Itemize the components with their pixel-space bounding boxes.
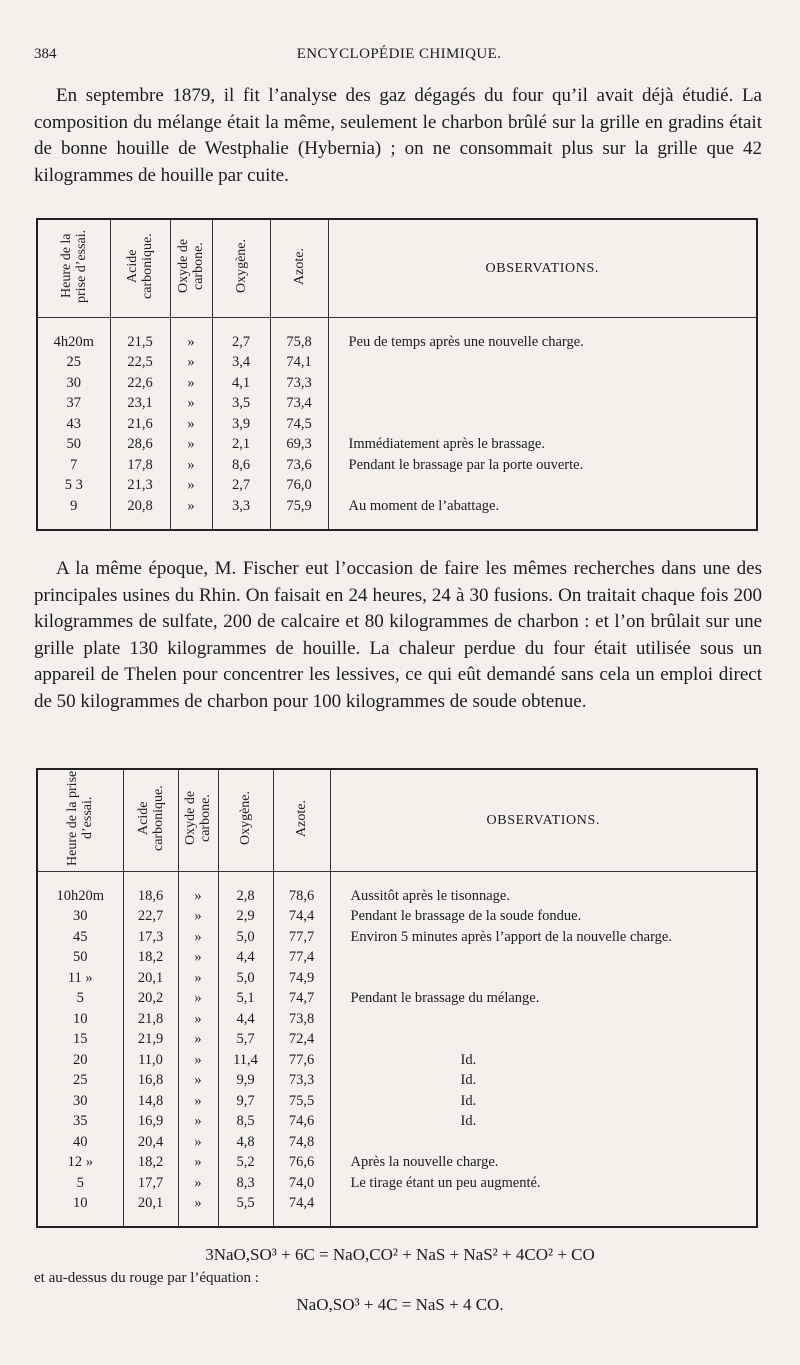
- table-row: [37, 1132, 757, 1153]
- cell-heure: 50: [37, 948, 123, 969]
- cell-oxygene: 3,5: [212, 394, 270, 415]
- cell-azote: 74,4: [273, 1194, 330, 1228]
- cell-oxygene: 4,1: [212, 373, 270, 394]
- cell-heure: 25: [37, 1071, 123, 1092]
- page-header: [34, 46, 764, 68]
- header-acide: Acide carbonique.: [110, 219, 170, 318]
- cell-acide: 11,0: [123, 1050, 178, 1071]
- cell-azote: 74,5: [270, 414, 328, 435]
- cell-oxyde: »: [178, 1153, 218, 1174]
- cell-heure: 40: [37, 1132, 123, 1153]
- table-row: [37, 1009, 757, 1030]
- table-row: [37, 373, 757, 394]
- cell-acide: 20,8: [110, 496, 170, 530]
- table-row: [37, 948, 757, 969]
- cell-heure: 25: [37, 353, 110, 374]
- gas-analysis-table-2: [36, 768, 758, 1228]
- cell-oxygene: 5,1: [218, 989, 273, 1010]
- cell-oxygene: 4,8: [218, 1132, 273, 1153]
- cell-oxyde: »: [178, 1071, 218, 1092]
- table-row: [37, 455, 757, 476]
- cell-azote: 73,3: [273, 1071, 330, 1092]
- cell-oxyde: »: [178, 1194, 218, 1228]
- cell-acide: 20,1: [123, 1194, 178, 1228]
- table-row: [37, 907, 757, 928]
- cell-heure: 50: [37, 435, 110, 456]
- cell-observation: Id.: [460, 1051, 477, 1068]
- equation-intro: et au-dessus du rouge par l’équation :: [34, 1270, 259, 1286]
- cell-acide: 18,2: [123, 948, 178, 969]
- cell-observation: [330, 948, 757, 969]
- cell-observation: [328, 373, 757, 394]
- cell-acide: 22,6: [110, 373, 170, 394]
- cell-azote: 73,3: [270, 373, 328, 394]
- cell-oxyde: »: [170, 353, 212, 374]
- cell-oxyde: »: [178, 907, 218, 928]
- cell-heure: 12 »: [37, 1153, 123, 1174]
- paragraph-2: A la même époque, M. Fischer eut l’occasion de faire les mêmes recherches dans une des principales usines du Rhin. On faisait en 24 heures, 24 à 30 fusions. On traitait chaque fois 200 kilogrammes de sulfate, 200 de calcaire et 80 kilogrammes de charbon : et l’on brûlait sur une grille plate 130 kilogrammes de houille. La chaleur perdue du four était utilisée sous un appareil de Thelen pour concentrer les lessives, ce qui eût demandé sans cela un emploi direct de 50 kilogrammes de charbon pour 100 kilogrammes de soude obtenue.: [34, 558, 762, 712]
- cell-acide: 14,8: [123, 1091, 178, 1112]
- table-row: [37, 1173, 757, 1194]
- cell-observation: [330, 1132, 757, 1153]
- cell-observation: Peu de temps après une nouvelle charge.: [348, 333, 584, 350]
- cell-azote: 78,6: [273, 872, 330, 907]
- cell-heure: 4h20m: [37, 318, 110, 353]
- cell-oxygene: 8,6: [212, 455, 270, 476]
- table-body: [37, 318, 757, 530]
- cell-oxygene: 3,4: [212, 353, 270, 374]
- cell-heure: 10: [37, 1009, 123, 1030]
- page-number: 384: [34, 46, 57, 62]
- cell-azote: 73,8: [273, 1009, 330, 1030]
- cell-heure: 30: [37, 373, 110, 394]
- cell-acide: 18,2: [123, 1153, 178, 1174]
- cell-observation: Après la nouvelle charge.: [350, 1154, 499, 1171]
- table-row: [37, 989, 757, 1010]
- cell-oxyde: »: [178, 1132, 218, 1153]
- header-azote: Azote.: [273, 769, 330, 872]
- table-row: [37, 968, 757, 989]
- cell-oxyde: »: [170, 496, 212, 530]
- cell-oxygene: 5,0: [218, 968, 273, 989]
- table-row: [37, 1112, 757, 1133]
- cell-observation: [328, 476, 757, 497]
- cell-oxyde: »: [170, 414, 212, 435]
- table-row: [37, 1153, 757, 1174]
- cell-acide: 20,4: [123, 1132, 178, 1153]
- cell-heure: 43: [37, 414, 110, 435]
- cell-azote: 74,7: [273, 989, 330, 1010]
- cell-observation: [328, 353, 757, 374]
- cell-heure: 10h20m: [37, 872, 123, 907]
- cell-observation: [330, 1194, 757, 1228]
- cell-oxygene: 4,4: [218, 948, 273, 969]
- cell-acide: 20,2: [123, 989, 178, 1010]
- cell-oxygene: 8,3: [218, 1173, 273, 1194]
- cell-observation: Le tirage étant un peu augmenté.: [350, 1174, 541, 1191]
- cell-oxyde: »: [178, 1050, 218, 1071]
- cell-acide: 21,6: [110, 414, 170, 435]
- equation-2: NaO,SO³ + 4C = NaS + 4 CO.: [296, 1295, 504, 1314]
- table-row: [37, 1071, 757, 1092]
- header-observations: OBSERVATIONS.: [328, 219, 757, 318]
- cell-heure: 35: [37, 1112, 123, 1133]
- table-row: [37, 496, 757, 530]
- cell-observation: Id.: [460, 1072, 477, 1089]
- cell-oxyde: »: [178, 1091, 218, 1112]
- cell-observation: Pendant le brassage par la porte ouverte.: [348, 456, 584, 473]
- cell-oxyde: »: [178, 927, 218, 948]
- cell-heure: 15: [37, 1030, 123, 1051]
- cell-observation: [330, 968, 757, 989]
- cell-oxyde: »: [170, 373, 212, 394]
- cell-heure: 45: [37, 927, 123, 948]
- cell-oxygene: 8,5: [218, 1112, 273, 1133]
- cell-azote: 72,4: [273, 1030, 330, 1051]
- cell-acide: 17,7: [123, 1173, 178, 1194]
- cell-azote: 74,1: [270, 353, 328, 374]
- header-acide: Acide carbonique.: [123, 769, 178, 872]
- cell-oxyde: »: [178, 968, 218, 989]
- cell-oxygene: 11,4: [218, 1050, 273, 1071]
- cell-oxyde: »: [170, 455, 212, 476]
- cell-azote: 73,4: [270, 394, 328, 415]
- cell-oxyde: »: [178, 948, 218, 969]
- cell-oxygene: 9,7: [218, 1091, 273, 1112]
- cell-acide: 17,8: [110, 455, 170, 476]
- cell-observation: [330, 1030, 757, 1051]
- cell-azote: 77,4: [273, 948, 330, 969]
- cell-oxyde: »: [170, 394, 212, 415]
- cell-oxyde: »: [170, 318, 212, 353]
- cell-acide: 22,5: [110, 353, 170, 374]
- running-title: ENCYCLOPÉDIE CHIMIQUE.: [296, 46, 502, 62]
- cell-observation: [328, 414, 757, 435]
- cell-acide: 21,8: [123, 1009, 178, 1030]
- cell-observation: Immédiatement après le brassage.: [348, 436, 545, 453]
- header-oxyde: Oxyde de carbone.: [178, 769, 218, 872]
- cell-azote: 76,6: [273, 1153, 330, 1174]
- cell-observation: Environ 5 minutes après l’apport de la nouvelle charge.: [350, 928, 672, 945]
- cell-oxyde: »: [178, 989, 218, 1010]
- table-row: [37, 1091, 757, 1112]
- cell-heure: 20: [37, 1050, 123, 1071]
- equation-1: 3NaO,SO³ + 6C = NaO,CO² + NaS + NaS² + 4CO² + CO: [205, 1245, 595, 1264]
- cell-azote: 75,5: [273, 1091, 330, 1112]
- cell-acide: 22,7: [123, 907, 178, 928]
- table-row: [37, 414, 757, 435]
- cell-heure: 5: [37, 1173, 123, 1194]
- cell-acide: 23,1: [110, 394, 170, 415]
- header-heure: Heure de la prise d’essai.: [37, 219, 110, 318]
- cell-heure: 5 3: [37, 476, 110, 497]
- header-oxyde: Oxyde de carbone.: [170, 219, 212, 318]
- cell-azote: 74,0: [273, 1173, 330, 1194]
- cell-acide: 17,3: [123, 927, 178, 948]
- cell-acide: 21,3: [110, 476, 170, 497]
- cell-acide: 16,8: [123, 1071, 178, 1092]
- cell-observation: Id.: [460, 1092, 477, 1109]
- header-observations: OBSERVATIONS.: [330, 769, 757, 872]
- cell-oxygene: 3,3: [212, 496, 270, 530]
- cell-acide: 21,9: [123, 1030, 178, 1051]
- cell-azote: 77,7: [273, 927, 330, 948]
- table-row: [37, 872, 757, 907]
- cell-azote: 69,3: [270, 435, 328, 456]
- cell-observation: Pendant le brassage de la soude fondue.: [350, 908, 582, 925]
- table-row: [37, 927, 757, 948]
- cell-azote: 77,6: [273, 1050, 330, 1071]
- table-header-row: [37, 219, 757, 318]
- cell-acide: 21,5: [110, 318, 170, 353]
- cell-heure: 5: [37, 989, 123, 1010]
- table-header-row: [37, 769, 757, 872]
- header-heure: Heure de la prise d’essai.: [37, 769, 123, 872]
- cell-heure: 10: [37, 1194, 123, 1228]
- table-row: [37, 1194, 757, 1228]
- cell-acide: 16,9: [123, 1112, 178, 1133]
- cell-oxygene: 2,7: [212, 476, 270, 497]
- table-row: [37, 476, 757, 497]
- cell-oxygene: 5,0: [218, 927, 273, 948]
- cell-observation: Au moment de l’abattage.: [348, 497, 500, 514]
- cell-oxygene: 5,2: [218, 1153, 273, 1174]
- cell-oxyde: »: [178, 1112, 218, 1133]
- cell-observation: Id.: [460, 1113, 477, 1130]
- table-row: [37, 1030, 757, 1051]
- cell-oxygene: 4,4: [218, 1009, 273, 1030]
- cell-azote: 74,6: [273, 1112, 330, 1133]
- cell-azote: 75,9: [270, 496, 328, 530]
- cell-oxygene: 2,1: [212, 435, 270, 456]
- cell-azote: 74,9: [273, 968, 330, 989]
- cell-oxyde: »: [178, 872, 218, 907]
- cell-heure: 7: [37, 455, 110, 476]
- cell-oxygene: 3,9: [212, 414, 270, 435]
- cell-observation: Pendant le brassage du mélange.: [350, 990, 540, 1007]
- gas-analysis-table-1: [36, 218, 758, 531]
- header-azote: Azote.: [270, 219, 328, 318]
- cell-heure: 30: [37, 907, 123, 928]
- cell-observation: [330, 1009, 757, 1030]
- table-row: [37, 394, 757, 415]
- cell-azote: 74,4: [273, 907, 330, 928]
- cell-acide: 18,6: [123, 872, 178, 907]
- paragraph-1: En septembre 1879, il fit l’analyse des gaz dégagés du four qu’il avait déjà étudié. La composition du mélange était la même, seulement le charbon brûlé sur la grille en gradins était de bonne houille de Westphalie (Hybernia) ; on ne consommait plus sur la grille que 42 kilogrammes de houille par cuite.: [34, 85, 762, 186]
- cell-oxygene: 2,8: [218, 872, 273, 907]
- cell-acide: 20,1: [123, 968, 178, 989]
- cell-oxygene: 2,9: [218, 907, 273, 928]
- cell-oxyde: »: [170, 476, 212, 497]
- header-oxygene: Oxygène.: [218, 769, 273, 872]
- cell-heure: 11 »: [37, 968, 123, 989]
- cell-azote: 73,6: [270, 455, 328, 476]
- cell-acide: 28,6: [110, 435, 170, 456]
- cell-observation: [328, 394, 757, 415]
- cell-oxyde: »: [170, 435, 212, 456]
- table-row: [37, 1050, 757, 1071]
- cell-oxygene: 5,5: [218, 1194, 273, 1228]
- cell-oxygene: 2,7: [212, 318, 270, 353]
- cell-observation: Aussitôt après le tisonnage.: [350, 887, 510, 904]
- table-row: [37, 318, 757, 353]
- cell-heure: 9: [37, 496, 110, 530]
- cell-oxyde: »: [178, 1009, 218, 1030]
- table-row: [37, 435, 757, 456]
- cell-heure: 30: [37, 1091, 123, 1112]
- cell-oxygene: 9,9: [218, 1071, 273, 1092]
- cell-heure: 37: [37, 394, 110, 415]
- cell-oxyde: »: [178, 1173, 218, 1194]
- cell-azote: 74,8: [273, 1132, 330, 1153]
- table-body: [37, 872, 757, 1228]
- cell-azote: 76,0: [270, 476, 328, 497]
- cell-azote: 75,8: [270, 318, 328, 353]
- cell-oxygene: 5,7: [218, 1030, 273, 1051]
- cell-oxyde: »: [178, 1030, 218, 1051]
- table-row: [37, 353, 757, 374]
- header-oxygene: Oxygène.: [212, 219, 270, 318]
